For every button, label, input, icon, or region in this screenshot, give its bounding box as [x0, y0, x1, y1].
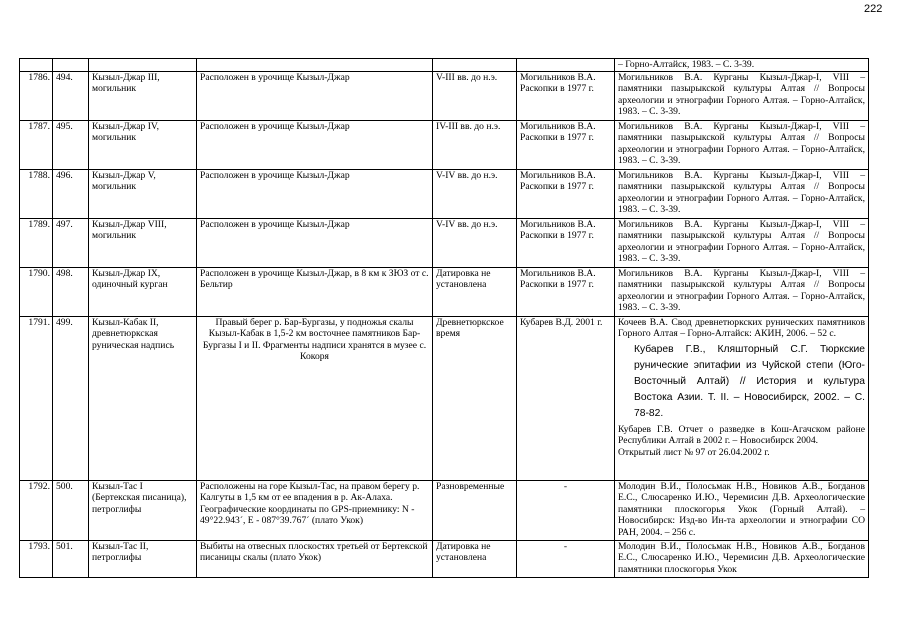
- monument-dating: V-IV вв. до н.э.: [433, 218, 517, 267]
- local-number: 501.: [53, 540, 89, 577]
- source-entry: Могильников В.А. Курганы Кызыл-Джар-I, VIII – памятники пазырыкской культуры Алтая // Вопросы археологии и этнографии Горного Алтая. – Горно-Алтайск, 1983. – С. 3-39.: [618, 71, 865, 117]
- monument-name: Кызыл-Кабак II, древнетюркская руническая надпись: [89, 316, 197, 480]
- monument-name: Кызыл-Тас II, петроглифы: [89, 540, 197, 577]
- reg-number: 1793.: [20, 540, 53, 577]
- source-entry: Могильников В.А. Курганы Кызыл-Джар-I, VIII – памятники пазырыкской культуры Алтая // Вопросы археологии и этнографии Горного Алтая. – Горно-Алтайск, 1983. – С. 3-39.: [618, 267, 865, 313]
- reg-number: 1792.: [20, 480, 53, 540]
- monument-researcher: Могильников В.А. Раскопки в 1977 г.: [517, 120, 615, 169]
- page-number: 222: [864, 3, 883, 15]
- monument-sources: [615, 316, 869, 480]
- source-entry: Могильников В.А. Курганы Кызыл-Джар-I, VIII – памятники пазырыкской культуры Алтая // Вопросы археологии и этнографии Горного Алтая. – Горно-Алтайск, 1983. – С. 3-39.: [618, 120, 865, 166]
- monument-name: Кызыл-Джар V, могильник: [89, 169, 197, 218]
- source-entry: Молодин В.И., Полосьмак Н.В., Новиков А.В., Богданов Е.С., Слюсаренко И.Ю., Черемисин Д.В. Археологические памятники плоскогорья Укок: [618, 540, 865, 575]
- source-entry: Открытый лист № 97 от 26.04.2002 г.: [618, 446, 770, 458]
- reg-number: 1789.: [20, 218, 53, 267]
- monument-name: Кызыл-Джар III, могильник: [89, 71, 197, 120]
- monument-sources: [615, 120, 869, 169]
- local-number: 495.: [53, 120, 89, 169]
- monument-sources: [615, 540, 869, 577]
- monument-sources: [615, 169, 869, 218]
- local-number: 494.: [53, 71, 89, 120]
- monument-dating: Древнетюркское время: [433, 316, 517, 480]
- continuation-source: – Горно-Алтайск, 1983. – С. 3-39.: [615, 59, 869, 72]
- monument-dating: Датировка не установлена: [433, 540, 517, 577]
- local-number: 498.: [53, 267, 89, 316]
- table-row: [20, 120, 869, 169]
- monument-sources: [615, 71, 869, 120]
- monument-researcher: Могильников В.А. Раскопки в 1977 г.: [517, 267, 615, 316]
- monument-location: Расположен в урочище Кызыл-Джар, в 8 км к ЗЮЗ от с. Бельтир: [197, 267, 433, 316]
- monument-location: Расположен в урочище Кызыл-Джар: [197, 218, 433, 267]
- monument-location: Расположен в урочище Кызыл-Джар: [197, 120, 433, 169]
- monument-location: Расположен в урочище Кызыл-Джар: [197, 169, 433, 218]
- monument-location: Расположен в урочище Кызыл-Джар: [197, 71, 433, 120]
- source-entry: Кубарев Г.В., Кляшторный С.Г. Тюркские рунические эпитафии из Чуйской степи (Юго-Восточный Алтай) // История и культура Востока Азии. Т. II. – Новосибирск, 2002. – С. 78-82.: [634, 343, 865, 419]
- reg-number: 1786.: [20, 71, 53, 120]
- source-entry: Кочеев В.А. Свод древнетюркских рунических памятников Горного Алтая – Горно-Алтайск: АКИН, 2006. – 52 с.: [618, 316, 865, 339]
- monument-sources: [615, 218, 869, 267]
- monument-researcher: Кубарев В.Д. 2001 г.: [517, 316, 615, 480]
- monument-researcher: Могильников В.А. Раскопки в 1977 г.: [517, 169, 615, 218]
- table-row: [20, 71, 869, 120]
- table-row: [20, 169, 869, 218]
- local-number: 500.: [53, 480, 89, 540]
- source-entry: Могильников В.А. Курганы Кызыл-Джар-I, VIII – памятники пазырыкской культуры Алтая // Вопросы археологии и этнографии Горного Алтая. – Горно-Алтайск, 1983. – С. 3-39.: [618, 218, 865, 264]
- empty-cell: [433, 59, 517, 72]
- monument-researcher: -: [517, 480, 615, 540]
- local-number: 497.: [53, 218, 89, 267]
- table-row: [20, 267, 869, 316]
- empty-cell: [197, 59, 433, 72]
- local-number: 496.: [53, 169, 89, 218]
- monument-researcher: Могильников В.А. Раскопки в 1977 г.: [517, 71, 615, 120]
- monuments-table: [19, 58, 869, 578]
- monument-dating: IV-III вв. до н.э.: [433, 120, 517, 169]
- continuation-row: [20, 59, 869, 72]
- monument-name: Кызыл-Джар IX, одиночный курган: [89, 267, 197, 316]
- monument-location: Выбиты на отвесных плоскостях третьей от Бертекской писаницы скалы (плато Укок): [197, 540, 433, 577]
- table-row: [20, 540, 869, 577]
- monument-name: Кызыл-Джар IV, могильник: [89, 120, 197, 169]
- monument-sources: [615, 480, 869, 540]
- table-row: [20, 218, 869, 267]
- source-entry: Могильников В.А. Курганы Кызыл-Джар-I, VIII – памятники пазырыкской культуры Алтая // Вопросы археологии и этнографии Горного Алтая. – Горно-Алтайск, 1983. – С. 3-39.: [618, 169, 865, 215]
- source-entry: Кубарев Г.В. Отчет о разведке в Кош-Агачском районе Республики Алтай в 2002 г. – Новосибирск 2004.: [618, 423, 865, 446]
- monument-location: Расположены на горе Кызыл-Тас, на правом берегу р. Калгуты в 1,5 км от ее впадения в р. Ак-Алаха. Географические координаты по GPS-приемнику: N - 49°22.943´, E - 087°39.767´ (плато Укок): [197, 480, 433, 540]
- empty-cell: [89, 59, 197, 72]
- monument-name: Кызыл-Тас I (Бертекская писаница), петроглифы: [89, 480, 197, 540]
- reg-number: 1788.: [20, 169, 53, 218]
- monument-dating: Разновременные: [433, 480, 517, 540]
- reg-number: 1790.: [20, 267, 53, 316]
- source-entry: Молодин В.И., Полосьмак Н.В., Новиков А.В., Богданов Е.С., Слюсаренко И.Ю., Черемисин Д.В. Археологические памятники плоскогорья Укок (Горный Алтай). – Новосибирск: Изд-во Ин-та археологии и этнографии СО РАН, 2004. – 256 с.: [618, 480, 865, 538]
- monument-name: Кызыл-Джар VIII, могильник: [89, 218, 197, 267]
- monument-researcher: Могильников В.А. Раскопки в 1977 г.: [517, 218, 615, 267]
- reg-number: 1787.: [20, 120, 53, 169]
- monument-dating: V-III вв. до н.э.: [433, 71, 517, 120]
- empty-cell: [20, 59, 53, 72]
- table-row: [20, 480, 869, 540]
- monument-dating: V-IV вв. до н.э.: [433, 169, 517, 218]
- local-number: 499.: [53, 316, 89, 480]
- monument-sources: [615, 267, 869, 316]
- monument-location: Правый берег р. Бар-Бургазы, у подножья скалы Кызыл-Кабак в 1,5-2 км восточнее памятников Бар-Бургазы I и II. Фрагменты надписи хранятся в музее с. Кокоря: [197, 316, 433, 480]
- monument-researcher: -: [517, 540, 615, 577]
- empty-cell: [53, 59, 89, 72]
- table-row: [20, 316, 869, 480]
- empty-cell: [517, 59, 615, 72]
- reg-number: 1791.: [20, 316, 53, 480]
- monument-dating: Датировка не установлена: [433, 267, 517, 316]
